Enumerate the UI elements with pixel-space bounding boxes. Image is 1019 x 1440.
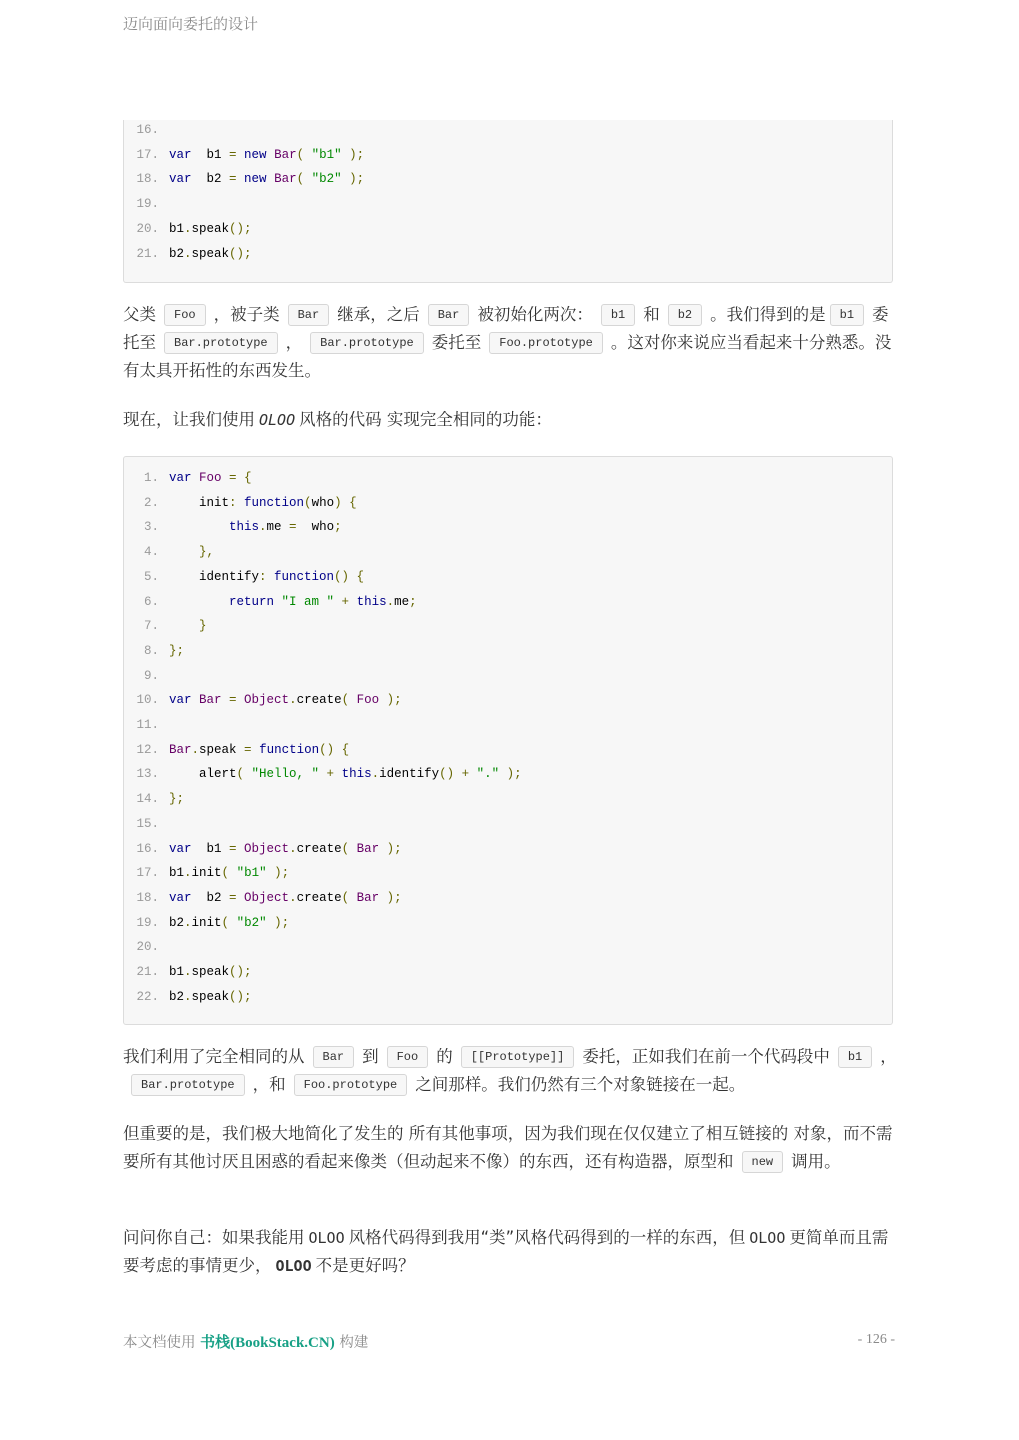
code-line xyxy=(124,863,892,883)
code-line xyxy=(124,219,892,239)
line-number: 2. xyxy=(143,495,159,510)
oloo-strong: OLOO xyxy=(275,1257,312,1275)
line-number: 9. xyxy=(143,668,159,683)
inline-code: b2 xyxy=(668,304,702,326)
inline-code: Bar xyxy=(288,304,330,326)
paragraph-5: 问问你自己：如果我能用 OLOO 风格代码得到我用“类”风格代码得到的一样的东西，但 OLOO 更简单而且需要考虑的事情更少， OLOO 不是更好吗？ xyxy=(123,1228,889,1275)
code-block-1 xyxy=(123,120,893,283)
code-text: var b1 = Object.create( Bar ); xyxy=(169,841,402,856)
page-number: - 126 - xyxy=(857,1332,895,1347)
code-line xyxy=(124,814,892,834)
line-number: 16. xyxy=(136,841,159,856)
code-line xyxy=(124,468,892,488)
code-line xyxy=(124,542,892,562)
code-text: var Foo = { xyxy=(169,471,252,485)
line-number: 22. xyxy=(136,989,159,1004)
code-text: b1.speak(); xyxy=(169,965,252,979)
inline-code: Foo.prototype xyxy=(294,1074,408,1096)
code-line xyxy=(124,987,892,1007)
line-number: 19. xyxy=(136,915,159,930)
code-line xyxy=(124,641,892,661)
code-text: b2.init( "b2" ); xyxy=(169,915,290,930)
line-number: 16. xyxy=(136,123,159,137)
line-number: 1. xyxy=(143,471,159,485)
code-text: } xyxy=(169,619,207,634)
inline-code: [[Prototype]] xyxy=(461,1046,575,1068)
inline-code: Bar xyxy=(313,1046,355,1068)
line-number: 19. xyxy=(136,197,159,212)
line-number: 5. xyxy=(143,569,159,584)
line-number: 18. xyxy=(136,172,159,187)
code-line xyxy=(124,962,892,982)
code-text: var b2 = Object.create( Bar ); xyxy=(169,890,402,905)
paragraph-4: 但重要的是，我们极大地简化了发生的 所有其他事项，因为我们现在仅仅建立了相互链接的 对象，而不需要所有其他讨厌且困惑的看起来像类（但动起来不像）的东西，还有构造器，原型和 new 调用。 xyxy=(123,1124,893,1171)
code-text: var b1 = new Bar( "b1" ); xyxy=(169,147,365,162)
code-text: }; xyxy=(169,792,185,807)
code-line xyxy=(124,120,892,140)
code-line xyxy=(124,244,892,264)
line-number: 3. xyxy=(143,520,159,535)
bookstack-link[interactable]: 书栈(BookStack.CN) xyxy=(200,1335,335,1351)
line-number: 7. xyxy=(143,619,159,634)
line-number: 13. xyxy=(136,767,159,782)
code-line xyxy=(124,567,892,587)
code-line xyxy=(124,592,892,612)
oloo-term: OLOO xyxy=(308,1229,345,1247)
code-text: b1.init( "b1" ); xyxy=(169,866,290,881)
code-line xyxy=(124,715,892,735)
line-number: 4. xyxy=(143,545,159,560)
inline-code: b1 xyxy=(838,1046,872,1068)
code-line xyxy=(124,839,892,859)
code-text: return "I am " + this.me; xyxy=(169,594,417,609)
line-number: 8. xyxy=(143,643,159,658)
code-line xyxy=(124,493,892,513)
inline-code: Foo.prototype xyxy=(489,332,603,354)
code-text: b2.speak(); xyxy=(169,989,252,1004)
code-text: }; xyxy=(169,643,185,658)
code-text: b2.speak(); xyxy=(169,246,252,261)
paragraph-2: 现在，让我们使用 OLOO 风格的代码 实现完全相同的功能： xyxy=(123,410,552,429)
code-text: var Bar = Object.create( Foo ); xyxy=(169,693,402,708)
inline-code: new xyxy=(742,1151,784,1173)
line-number: 17. xyxy=(136,147,159,162)
inline-code: Foo xyxy=(164,304,206,326)
code-line xyxy=(124,616,892,636)
line-number: 11. xyxy=(136,718,159,732)
code-line xyxy=(124,145,892,165)
code-line xyxy=(124,740,892,760)
code-line xyxy=(124,194,892,214)
code-line xyxy=(124,666,892,686)
line-number: 20. xyxy=(136,221,159,236)
line-number: 10. xyxy=(136,693,159,708)
code-text: b1.speak(); xyxy=(169,221,252,236)
code-text: this.me = who; xyxy=(169,520,342,535)
inline-code: Bar xyxy=(428,304,470,326)
inline-code: Bar.prototype xyxy=(310,332,424,354)
code-text: init: function(who) { xyxy=(169,495,357,510)
code-line xyxy=(124,913,892,933)
emphasis-oloo: OLOO xyxy=(259,411,296,429)
inline-code: Foo xyxy=(387,1046,429,1068)
line-number: 20. xyxy=(136,940,159,955)
line-number: 14. xyxy=(136,792,159,807)
line-number: 17. xyxy=(136,866,159,881)
inline-code: Bar.prototype xyxy=(164,332,278,354)
line-number: 15. xyxy=(136,816,159,831)
line-number: 18. xyxy=(136,890,159,905)
inline-code: b1 xyxy=(830,304,864,326)
paragraph-1: 父类 Foo ，被子类 Bar 继承，之后 Bar 被初始化两次： b1 和 b2 。我们得到的是 b1 委托至 Bar.prototype ， Bar.prototype 委托至 Foo.prototype 。这对你来说应当看起来十分熟悉。没有太具开拓性的东西发生。 xyxy=(123,305,892,380)
line-number: 21. xyxy=(136,965,159,979)
code-line xyxy=(124,888,892,908)
code-line xyxy=(124,789,892,809)
running-header: 迈向面向委托的设计 xyxy=(123,15,259,33)
line-number: 6. xyxy=(143,594,159,609)
line-number: 21. xyxy=(136,246,159,261)
code-text: Bar.speak = function() { xyxy=(169,742,350,757)
code-line xyxy=(124,764,892,784)
inline-code: b1 xyxy=(601,304,635,326)
code-line xyxy=(124,169,892,189)
code-line xyxy=(124,937,892,957)
paragraph-3: 我们利用了完全相同的从 Bar 到 Foo 的 [[Prototype]] 委托，正如我们在前一个代码段中 b1 ，Bar.prototype ，和 Foo.prototype 之间那样。我们仍然有三个对象链接在一起。 xyxy=(123,1047,897,1094)
code-text: var b2 = new Bar( "b2" ); xyxy=(169,172,365,187)
code-block-2 xyxy=(123,456,893,1025)
inline-code: Bar.prototype xyxy=(131,1074,245,1096)
footer-credit: 本文档使用 书栈(BookStack.CN) 构建 xyxy=(123,1335,369,1351)
code-line xyxy=(124,517,892,537)
line-number: 12. xyxy=(136,742,159,757)
oloo-term: OLOO xyxy=(749,1229,786,1247)
code-text: identify: function() { xyxy=(169,569,365,584)
code-line xyxy=(124,690,892,710)
code-text: }, xyxy=(169,545,215,560)
code-text: alert( "Hello, " + this.identify() + "." ); xyxy=(169,767,522,782)
